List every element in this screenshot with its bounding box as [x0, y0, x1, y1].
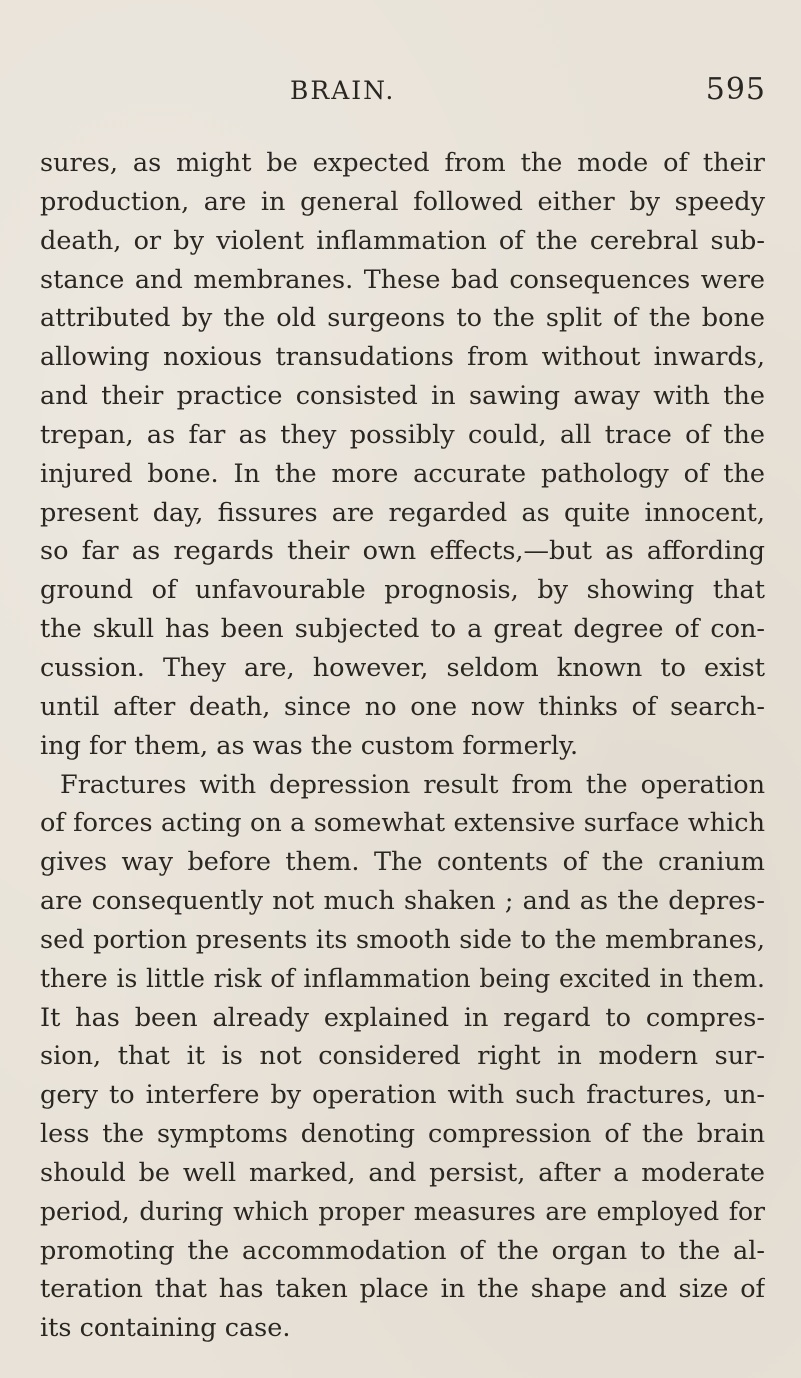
text-line: gives way before them. The contents of the cranium — [40, 847, 765, 878]
text-line: its containing case. — [40, 1313, 291, 1344]
text-line: ground of unfavourable prognosis, by showing that — [40, 575, 765, 606]
text-line: so far as regards their own effects,—but as affording — [40, 536, 765, 567]
text-line: stance and membranes. These bad consequences were — [40, 264, 765, 295]
text-line: teration that has taken place in the shape and size of — [40, 1274, 765, 1305]
text-line: sures, as might be expected from the mode of their — [40, 148, 765, 178]
text-line: and their practice consisted in sawing away with the — [40, 381, 765, 412]
text-line: Fractures with depression result from the operation — [60, 769, 765, 800]
text-line: until after death, since no one now thinks of search- — [40, 691, 765, 722]
text-line: promoting the accommodation of the organ to the al- — [40, 1235, 765, 1266]
text-line: less the symptoms denoting compression of the brain — [40, 1119, 765, 1150]
text-line: It has been already explained in regard to compres- — [40, 1002, 765, 1033]
text-line: death, or by violent inflammation of the cerebral sub- — [40, 225, 765, 256]
text-line: should be well marked, and persist, after a moderate — [40, 1157, 765, 1188]
text-line: sion, that it is not considered right in modern sur- — [40, 1041, 765, 1072]
text-line: are consequently not much shaken ; and as the depres- — [40, 886, 765, 917]
text-line: attributed by the old surgeons to the split of the bone — [40, 303, 765, 334]
text-line: sed portion presents its smooth side to the membranes, — [40, 924, 765, 955]
running-head — [0, 72, 801, 116]
text-line: of forces acting on a somewhat extensive surface which — [40, 808, 765, 839]
text-line: period, during which proper measures are employed for — [40, 1196, 765, 1226]
text-line: trepan, as far as they possibly could, all trace of the — [40, 419, 765, 450]
text-line: injured bone. In the more accurate pathology of the — [40, 458, 765, 489]
text-line: cussion. They are, however, seldom known to exist — [40, 652, 765, 683]
text-line: production, are in general followed either by speedy — [40, 186, 765, 217]
text-line: present day, fissures are regarded as quite innocent, — [40, 497, 765, 528]
text-line: ing for them, as was the custom formerly. — [40, 730, 579, 761]
page-number: 595 — [705, 72, 766, 107]
text-line: there is little risk of inflammation being excited in them. — [40, 963, 765, 993]
text-line: allowing noxious transudations from without inwards, — [40, 342, 765, 373]
text-line: gery to interfere by operation with such fractures, un- — [40, 1080, 765, 1111]
body-text — [40, 144, 765, 1348]
running-head-title: BRAIN. — [290, 76, 396, 105]
text-line: the skull has been subjected to a great degree of con- — [40, 614, 765, 645]
